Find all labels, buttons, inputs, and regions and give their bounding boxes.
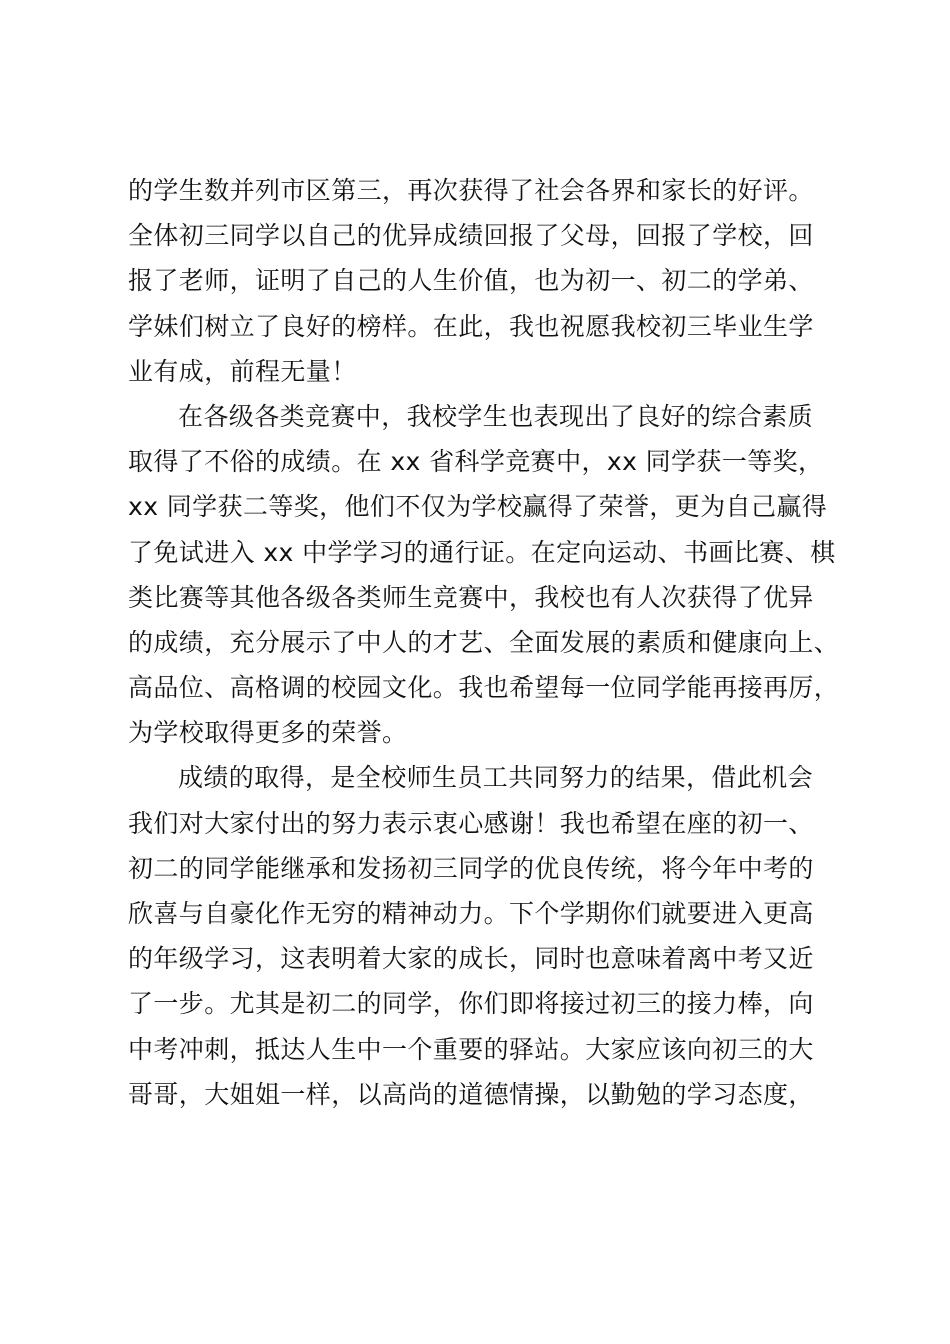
text-line: 我们对大家付出的努力表示衷心感谢！我也希望在座的初一、 bbox=[128, 808, 814, 838]
text-line: 欣喜与自豪化作无穷的精神动力。下个学期你们就要进入更高 bbox=[128, 899, 814, 928]
text-line: 的学生数并列市区第三，再次获得了社会各界和家长的好评。 bbox=[128, 176, 814, 205]
text-line: 全体初三同学以自己的优异成绩回报了父母，回报了学校，回 bbox=[128, 221, 814, 251]
text-line: 哥哥，大姐姐一样，以高尚的道德情操，以勤勉的学习态度， bbox=[128, 1079, 814, 1109]
text-line: 在各级各类竞赛中，我校学生也表现出了良好的综合素质 bbox=[178, 401, 814, 431]
text-line: 报了老师，证明了自己的人生价值，也为初一、初二的学弟、 bbox=[128, 266, 814, 296]
text-line: 了一步。尤其是初二的同学，你们即将接过初三的接力棒，向 bbox=[128, 989, 814, 1019]
text-line: 类比赛等其他各级各类师生竞赛中，我校也有人次获得了优异 bbox=[128, 582, 814, 612]
text-line: 初二的同学能继承和发扬初三同学的优良传统，将今年中考的 bbox=[128, 853, 814, 883]
text-line: 成绩的取得，是全校师生员工共同努力的结果，借此机会 bbox=[178, 763, 814, 793]
text-line: 高品位、高格调的校园文化。我也希望每一位同学能再接再厉， bbox=[128, 673, 840, 703]
text-line: 学妹们树立了良好的榜样。在此，我也祝愿我校初三毕业生学 bbox=[128, 311, 814, 341]
text-line: 了免试进入 xx 中学学习的通行证。在定向运动、书画比赛、棋 bbox=[128, 537, 836, 567]
text-line: 业有成，前程无量！ bbox=[128, 356, 357, 386]
text-line: 为学校取得更多的荣誉。 bbox=[128, 718, 408, 748]
text-line: 的年级学习，这表明着大家的成长，同时也意味着离中考又近 bbox=[128, 944, 814, 974]
body-text bbox=[128, 168, 840, 1117]
text-line: xx 同学获二等奖，他们不仅为学校赢得了荣誉，更为自己赢得 bbox=[128, 492, 828, 522]
text-line: 中考冲刺，抵达人生中一个重要的驿站。大家应该向初三的大 bbox=[128, 1034, 814, 1064]
text-line: 取得了不俗的成绩。在 xx 省科学竞赛中，xx 同学获一等奖， bbox=[128, 447, 824, 477]
text-line: 的成绩，充分展示了中人的才艺、全面发展的素质和健康向上、 bbox=[128, 627, 840, 657]
